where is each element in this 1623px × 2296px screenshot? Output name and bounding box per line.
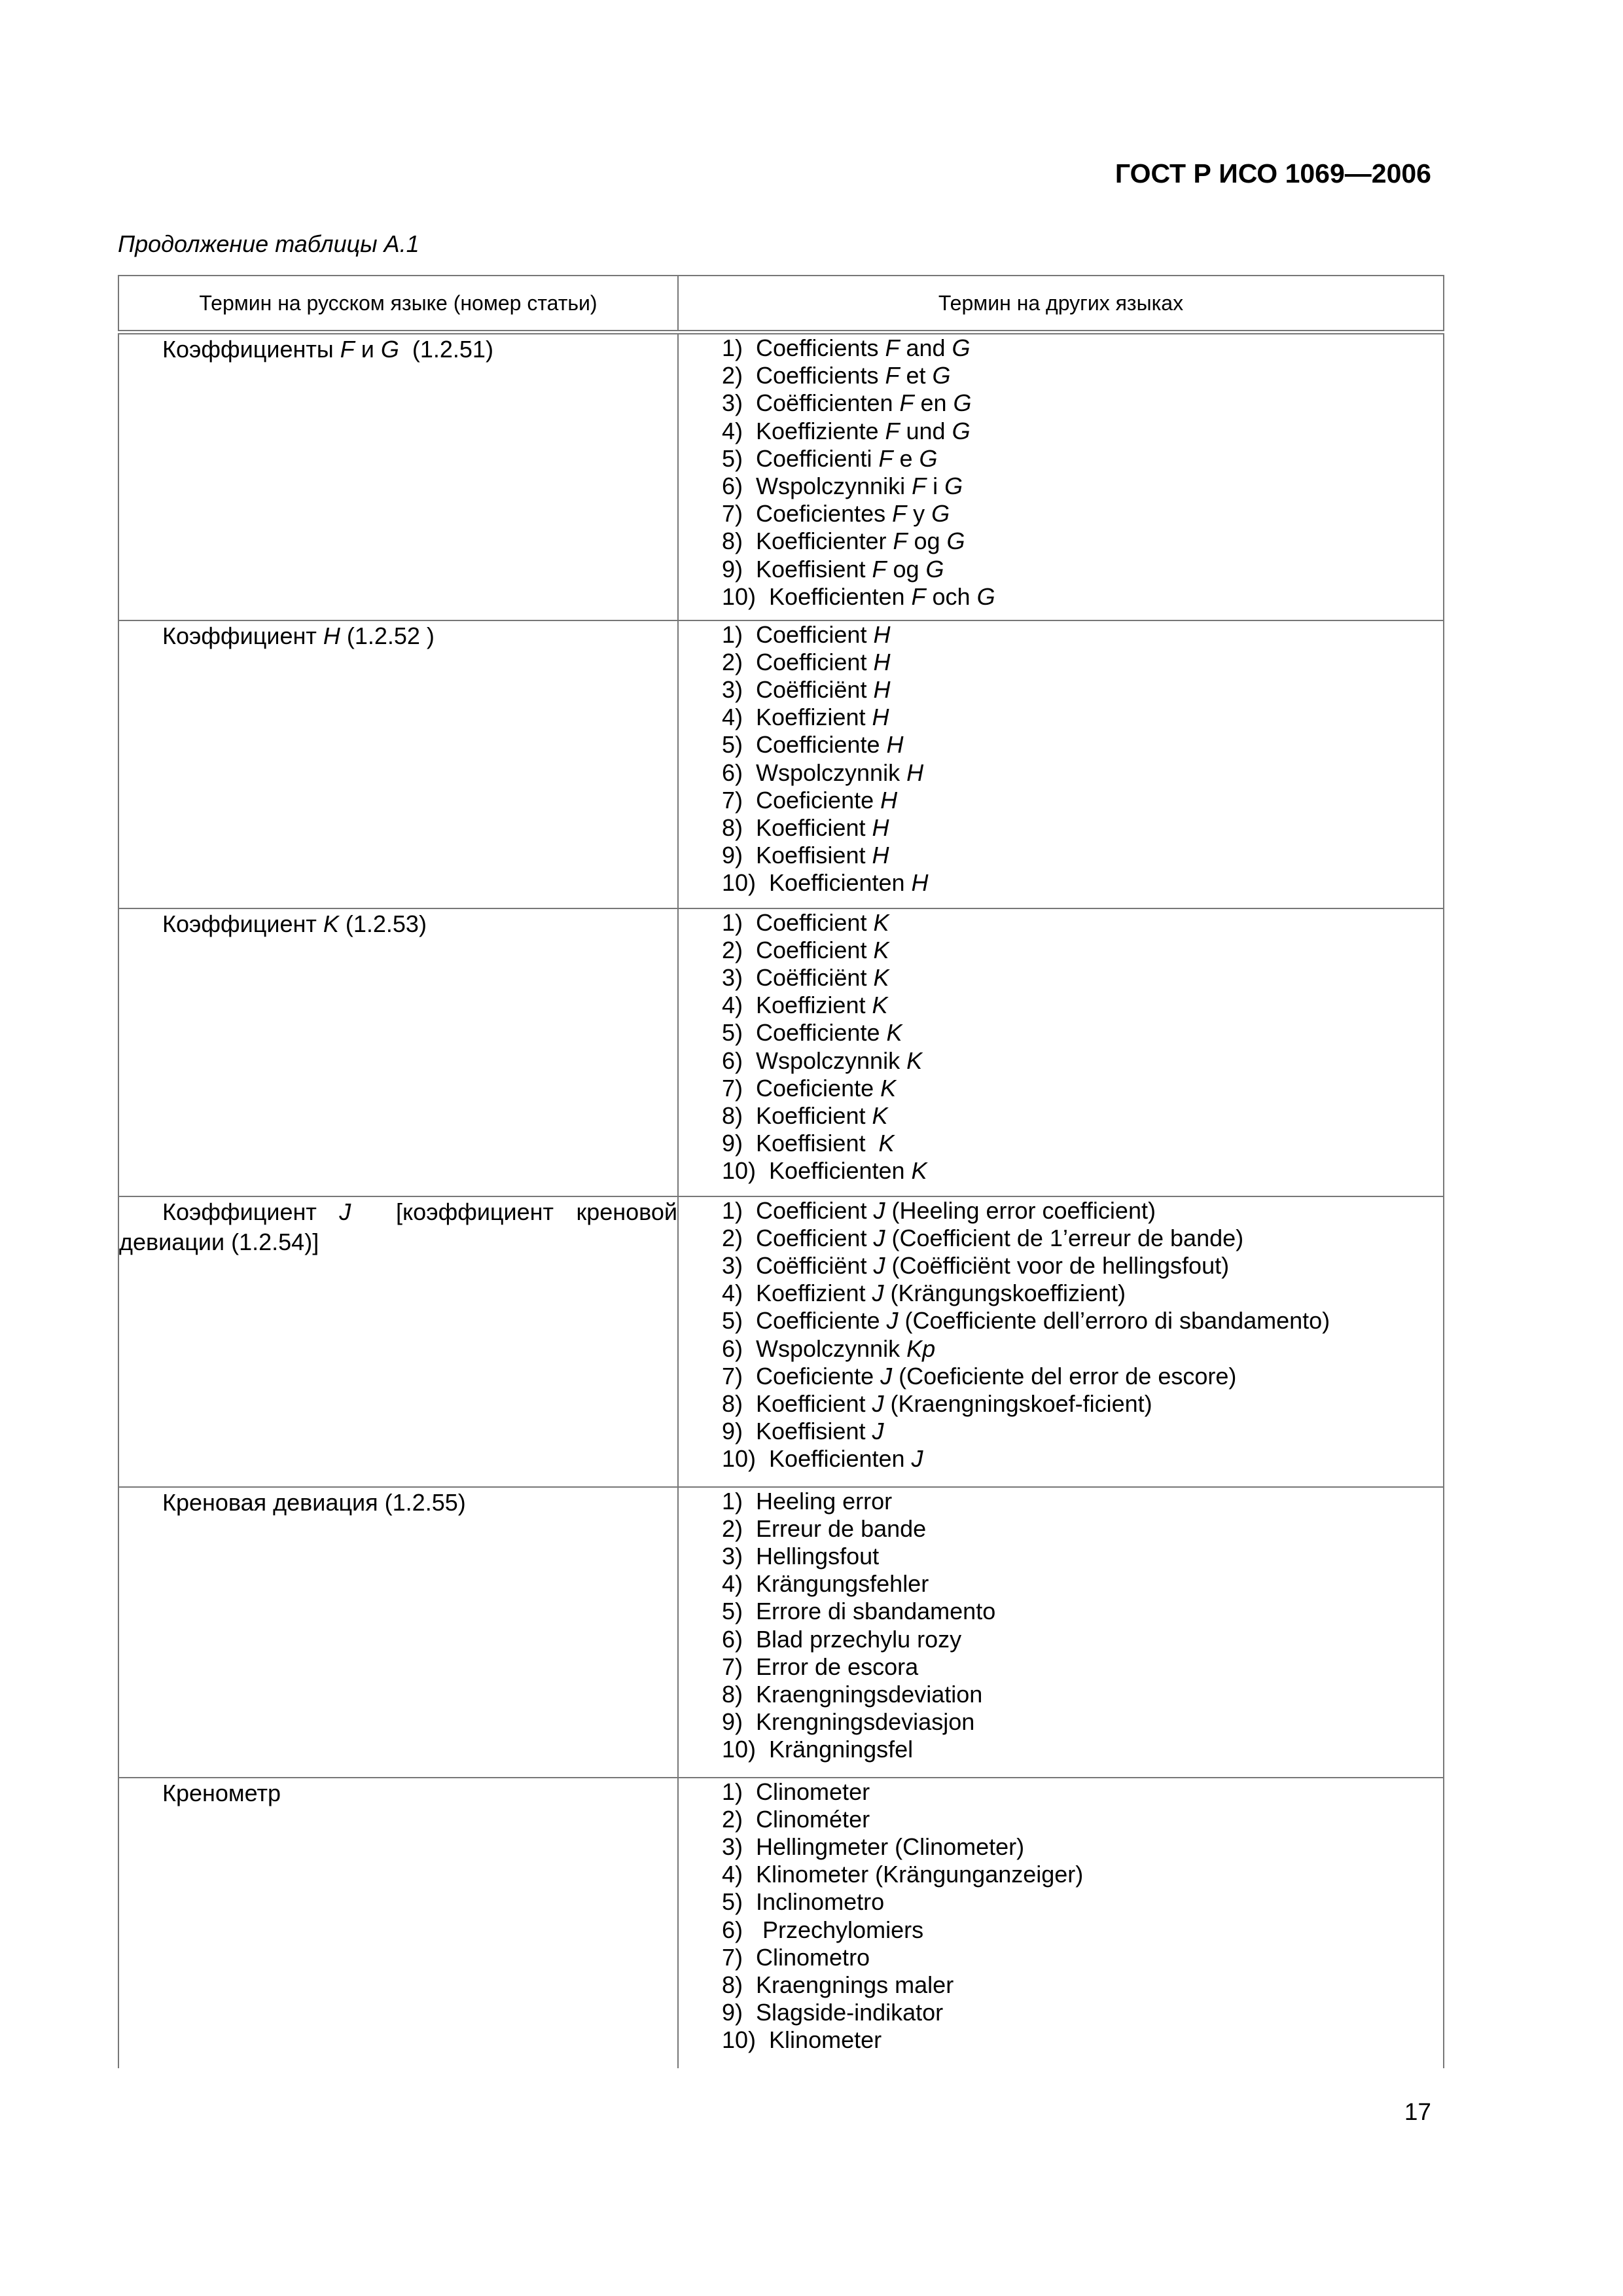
foreign-term-item: 1) Coefficients F and G bbox=[722, 334, 971, 361]
table-header-row bbox=[118, 276, 1444, 332]
foreign-term-item: 10) Krängningsfel bbox=[722, 1736, 914, 1763]
foreign-term-item: 3) Coëfficiënt J (Coëfficiënt voor de hellingsfout) bbox=[722, 1251, 1230, 1279]
foreign-term-item: 7) Error de escora bbox=[722, 1653, 919, 1680]
foreign-terms-list bbox=[722, 621, 1443, 897]
foreign-term-item: 6) Wspolczynnik K bbox=[722, 1047, 923, 1074]
russian-term: Коэффициент K (1.2.53) bbox=[162, 910, 427, 937]
russian-term-cell bbox=[118, 1487, 678, 1778]
foreign-term-item: 8) Koefficienter F og G bbox=[722, 528, 965, 555]
table-row bbox=[118, 908, 1444, 1196]
russian-term: Коэффициенты F и G (1.2.51) bbox=[162, 336, 493, 363]
foreign-term-item: 7) Coeficiente J (Coeficiente del error de escore) bbox=[722, 1362, 1237, 1390]
foreign-term-item: 7) Coeficiente K bbox=[722, 1074, 897, 1102]
foreign-term-item: 1) Clinometer bbox=[722, 1778, 870, 1805]
foreign-term-item: 10) Koefficienten J bbox=[722, 1445, 923, 1473]
column-header-other-languages: Термин на других языках bbox=[678, 276, 1444, 332]
foreign-term-item: 9) Slagside-indikator bbox=[722, 1999, 944, 2026]
table-row bbox=[118, 620, 1444, 908]
foreign-term-item: 4) Koeffiziente F und G bbox=[722, 417, 971, 444]
foreign-term-item: 2) Coefficients F et G bbox=[722, 362, 951, 389]
foreign-term-item: 9) Koeffisient F og G bbox=[722, 555, 944, 583]
foreign-term-item: 3) Coëfficiënt H bbox=[722, 675, 891, 703]
foreign-term-item: 3) Hellingsfout bbox=[722, 1542, 880, 1570]
page-number: 17 bbox=[1404, 2098, 1431, 2125]
foreign-term-item: 8) Kraengningsdeviation bbox=[722, 1680, 983, 1708]
foreign-terms-cell bbox=[678, 1778, 1444, 2068]
foreign-term-item: 9) Koeffisient H bbox=[722, 842, 889, 869]
foreign-term-item: 5) Inclinometro bbox=[722, 1888, 885, 1916]
terms-table bbox=[118, 275, 1444, 2068]
foreign-terms-list bbox=[722, 1488, 1443, 1764]
foreign-term-item: 10) Klinometer bbox=[722, 2026, 882, 2054]
foreign-term-item: 1) Coefficient H bbox=[722, 620, 891, 648]
foreign-term-item: 2) Coefficient K bbox=[722, 936, 889, 963]
foreign-term-item: 4) Krängungsfehler bbox=[722, 1570, 929, 1598]
russian-term-cell bbox=[118, 1196, 684, 1487]
russian-term-cell bbox=[118, 620, 678, 908]
foreign-term-item: 8) Koefficient K bbox=[722, 1102, 888, 1129]
foreign-term-item: 2) Coefficient J (Coefficient de 1’erreur de bande) bbox=[722, 1224, 1244, 1251]
russian-term-cell bbox=[118, 332, 678, 620]
foreign-term-item: 6) Blad przechylu rozy bbox=[722, 1625, 962, 1653]
foreign-term-item: 7) Coeficientes F y G bbox=[722, 500, 950, 528]
foreign-term-item: 1) Heeling error bbox=[722, 1487, 893, 1515]
foreign-term-item: 6) Wspolczynnik Kp bbox=[722, 1335, 936, 1362]
russian-term-cell bbox=[118, 1778, 678, 2068]
foreign-term-item: 5) Coefficiente J (Coefficiente dell’erroro di sbandamento) bbox=[722, 1307, 1330, 1335]
foreign-terms-list bbox=[722, 334, 1443, 611]
foreign-term-item: 10) Koefficienten K bbox=[722, 1157, 927, 1185]
foreign-term-item: 6) Wspolczynnik H bbox=[722, 759, 924, 786]
foreign-term-item: 2) Erreur de bande bbox=[722, 1515, 927, 1542]
foreign-term-item: 1) Coefficient K bbox=[722, 908, 889, 936]
foreign-term-item: 5) Coefficiente K bbox=[722, 1019, 902, 1047]
foreign-term-item: 6) Wspolczynniki F i G bbox=[722, 473, 963, 500]
foreign-term-item: 3) Coëfficiënt K bbox=[722, 963, 889, 991]
foreign-term-item: 7) Clinometro bbox=[722, 1943, 870, 1971]
foreign-terms-cell bbox=[678, 620, 1444, 908]
table-row bbox=[118, 1778, 1444, 2068]
russian-term: Кренометр bbox=[162, 1779, 281, 1806]
foreign-term-item: 10) Koefficienten F och G bbox=[722, 583, 995, 610]
foreign-terms-cell bbox=[678, 1487, 1444, 1778]
foreign-term-item: 3) Hellingmeter (Clinometer) bbox=[722, 1833, 1025, 1860]
foreign-terms-list bbox=[722, 1778, 1443, 2054]
russian-term: Коэффициент H (1.2.52 ) bbox=[162, 622, 435, 649]
foreign-term-item: 9) Krengningsdeviasjon bbox=[722, 1708, 975, 1736]
table-row bbox=[118, 1487, 1444, 1778]
foreign-term-item: 4) Koeffizient H bbox=[722, 704, 889, 731]
table-row bbox=[118, 332, 1444, 620]
foreign-term-item: 4) Klinometer (Krängunganzeiger) bbox=[722, 1861, 1084, 1888]
foreign-term-item: 8) Koefficient H bbox=[722, 814, 889, 841]
foreign-term-item: 8) Koefficient J (Kraengningskoef-ficient) bbox=[722, 1390, 1152, 1417]
foreign-terms-cell bbox=[678, 332, 1444, 620]
foreign-term-item: 3) Coëfficienten F en G bbox=[722, 389, 972, 417]
foreign-term-item: 1) Coefficient J (Heeling error coefficient) bbox=[722, 1196, 1156, 1224]
column-header-russian: Термин на русском языке (номер статьи) bbox=[118, 276, 678, 332]
foreign-term-item: 5) Errore di sbandamento bbox=[722, 1598, 996, 1625]
russian-term-cell bbox=[118, 908, 678, 1196]
foreign-term-item: 5) Coefficienti F e G bbox=[722, 444, 938, 472]
table-caption: Продолжение таблицы А.1 bbox=[118, 230, 419, 257]
foreign-terms-list bbox=[722, 1197, 1443, 1473]
document-header: ГОСТ Р ИСО 1069—2006 bbox=[1115, 158, 1431, 188]
foreign-term-item: 4) Koeffizient K bbox=[722, 992, 888, 1019]
foreign-term-item: 6) Przechylomiers bbox=[722, 1916, 924, 1943]
foreign-term-item: 9) Koeffisient K bbox=[722, 1130, 895, 1157]
foreign-terms-cell bbox=[678, 908, 1444, 1196]
foreign-term-item: 10) Koefficienten H bbox=[722, 869, 929, 897]
russian-term: Коэффициент J [коэффициент креновой девиации (1.2.54)] bbox=[119, 1198, 684, 1255]
foreign-term-item: 8) Kraengnings maler bbox=[722, 1971, 954, 1998]
foreign-terms-list bbox=[722, 909, 1443, 1185]
foreign-term-item: 4) Koeffizient J (Krängungskoeffizient) bbox=[722, 1280, 1126, 1307]
russian-term: Креновая девиация (1.2.55) bbox=[162, 1488, 466, 1516]
foreign-term-item: 5) Coefficiente H bbox=[722, 731, 904, 759]
foreign-terms-cell bbox=[678, 1196, 1444, 1487]
foreign-term-item: 7) Coeficiente H bbox=[722, 786, 898, 814]
foreign-term-item: 9) Koeffisient J bbox=[722, 1418, 884, 1445]
table-body bbox=[118, 332, 1444, 2068]
foreign-term-item: 2) Clinométer bbox=[722, 1805, 870, 1833]
foreign-term-item: 2) Coefficient H bbox=[722, 648, 891, 675]
table-row bbox=[118, 1196, 1444, 1487]
